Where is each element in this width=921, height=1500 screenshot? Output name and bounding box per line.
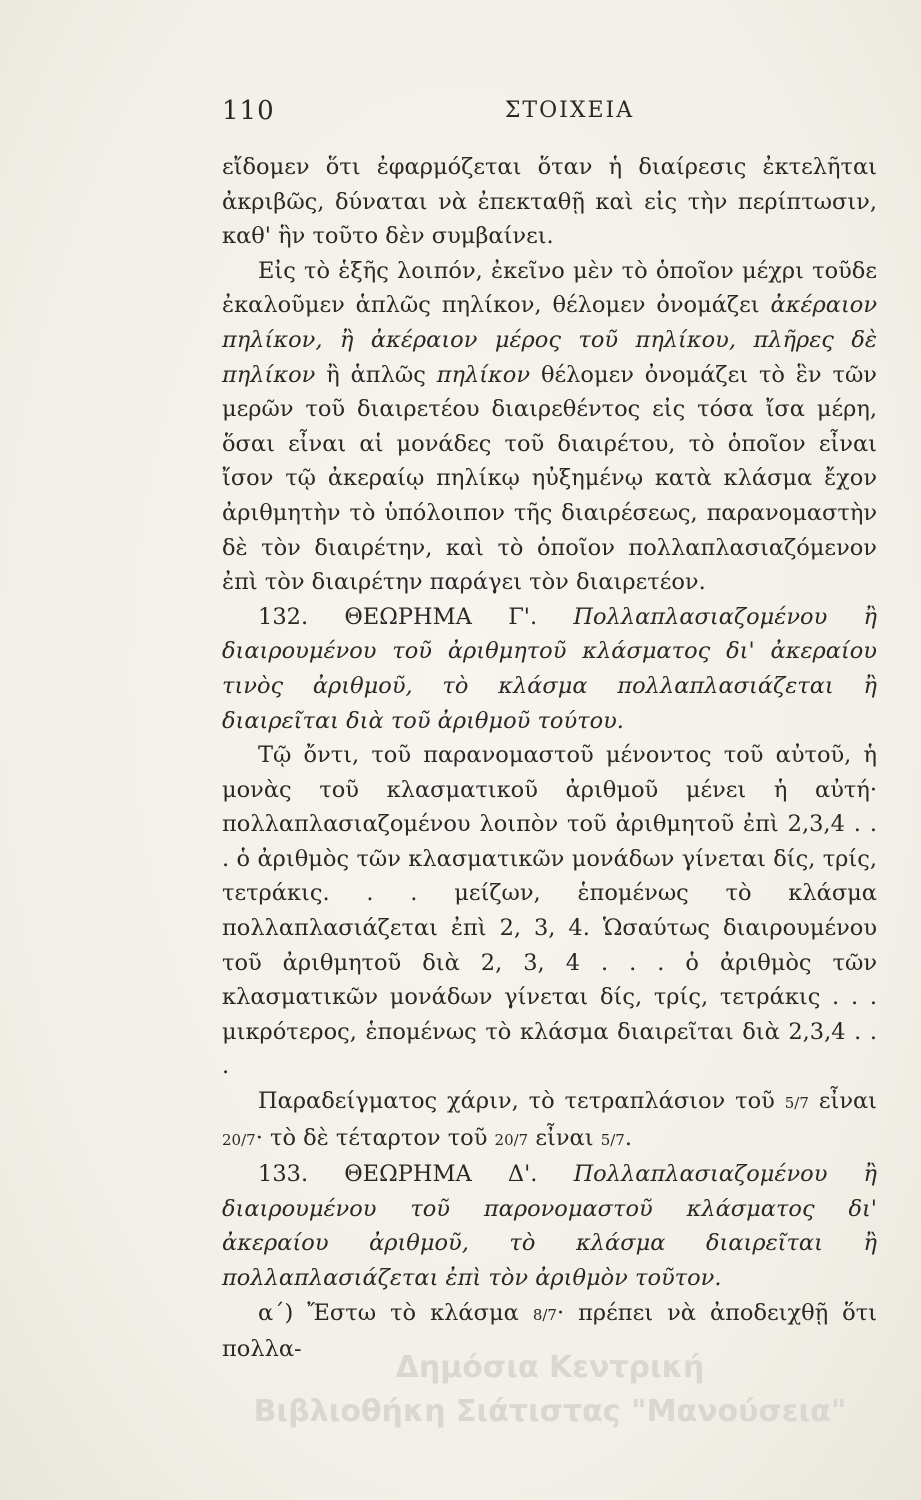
body-text [222,150,877,1367]
fraction: 5/7 [600,1130,625,1149]
text-run: Παραδείγματος χάριν, τὸ τετραπλάσιον τοῦ [258,1088,785,1115]
text-run: α΄) Ἔστω τὸ κλάσμα [258,1299,533,1326]
paragraph: Τῷ ὄντι, τοῦ παρανομαστοῦ μένοντος τοῦ αὐτοῦ, ἡ μονὰς τοῦ κλασματικοῦ ἀριθμοῦ μένει ἡ αὐτή· πολλαπλασιαζομένου λοιπὸν τοῦ ἀριθμητοῦ ἐπὶ 2,3,4 . . . ὁ ἀριθμὸς τῶν κλασματικῶν μονάδων γίνεται δίς, τρίς, τετράκις. . . μείζων, ἑπομένως τὸ κλάσμα πολλαπλασιάζεται ἐπὶ 2, 3, 4. Ὡσαύτως διαιρουμένου τοῦ ἀριθμητοῦ διὰ 2, 3, 4 . . . ὁ ἀριθμὸς τῶν κλασματικῶν μονάδων γίνεται δίς, τρίς, τετράκις . . . μικρότερος, ἑπομένως τὸ κλάσμα διαιρεῖται διὰ 2,3,4 . . . [222,742,877,1080]
text-run: εἶναι [528,1124,601,1151]
fraction: 20/7 [222,1130,256,1149]
theorem-heading: 132. ΘΕΩΡΗΜΑ Γ'. [258,603,574,630]
fraction: 20/7 [494,1130,529,1149]
page-number: 110 [222,96,275,126]
running-title: ΣΤΟΙΧΕΙΑ [504,98,635,123]
watermark-line: Βιβλιοθήκη Σιάτιστας "Μανούσεια" [253,1394,847,1429]
text-run: θέλομεν ὀνομάζει τὸ ἓν τῶν μερῶν τοῦ διαιρετέου διαιρεθέντος εἰς τόσα ἴσα μέρη, ὅσαι εἶναι αἱ μονάδες τοῦ διαιρέτου, τὸ ὁποῖον εἶναι ἴσον τῷ ἀκεραίῳ πηλίκῳ ηὐξημένῳ κατὰ κλάσμα ἔχον ἀριθμητὴν τὸ ὑπόλοιπον τῆς διαιρέσεως, παρανομαστὴν δὲ τὸν διαιρέτην, καὶ τὸ ὁποῖον πολλαπλασιαζόμενον ἐπὶ τὸν διαιρέτην παράγει τὸν διαιρετέον. [222,361,877,596]
watermark-line: Δημόσια Κεντρική [395,1350,705,1385]
text-run: Εἰς τὸ ἑξῆς λοιπόν, ἐκεῖνο μὲν τὸ ὁποῖον μέχρι τοῦδε ἐκαλοῦμεν ἁπλῶς πηλίκον, θέλομεν ὀνομάζει [222,257,877,319]
text-run: · τὸ δὲ τέταρτον τοῦ [255,1124,495,1151]
theorem-paragraph [222,1157,877,1295]
theorem-statement: Πολλαπλασιαζομένου ἢ διαιρουμένου τοῦ παρονομαστοῦ κλάσματος δι' ἀκεραίου ἀριθμοῦ, τὸ κλάσμα διαιρεῖται ἢ πολλαπλασιάζεται ἐπὶ τὸν ἀριθμὸν τοῦτον. [222,1161,877,1291]
example-paragraph [222,1084,877,1157]
paragraph [222,254,877,600]
italic-term: πηλίκον [436,361,531,388]
text-run: εἶναι [808,1088,878,1115]
text-run: . [624,1124,632,1151]
library-watermark [190,1346,910,1434]
theorem-paragraph [222,600,877,738]
theorem-statement: Πολλαπλασιαζομένου ἢ διαιρουμένου τοῦ ἀριθμητοῦ κλάσματος δι' ἀκεραίου τινὸς ἀριθμοῦ, τὸ κλάσμα πολλαπλασιάζεται ἢ διαιρεῖται διὰ τοῦ ἀριθμοῦ τούτου. [222,603,877,734]
theorem-heading: 133. ΘΕΩΡΗΜΑ Δ'. [258,1161,574,1188]
fraction: 8/7 [532,1305,557,1324]
text-run: ἢ ἁπλῶς [315,361,437,388]
fraction: 5/7 [784,1094,809,1113]
italic-term: ἀκέραιον πηλίκον, ἢ ἀκέραιον μέρος τοῦ πηλίκου, πλῆρες δὲ πηλίκον [222,292,877,388]
text-run: · πρέπει νὰ ἀποδειχθῇ ὅτι πολλα- [222,1299,877,1363]
page-header [222,96,877,136]
paragraph: εἴδομεν ὅτι ἐφαρμόζεται ὅταν ἡ διαίρεσις ἐκτελῆται ἀκριβῶς, δύναται νὰ ἐπεκταθῇ καὶ εἰς τὴν περίπτωσιν, καθ' ἣν τοῦτο δὲν συμβαίνει. [222,154,877,250]
